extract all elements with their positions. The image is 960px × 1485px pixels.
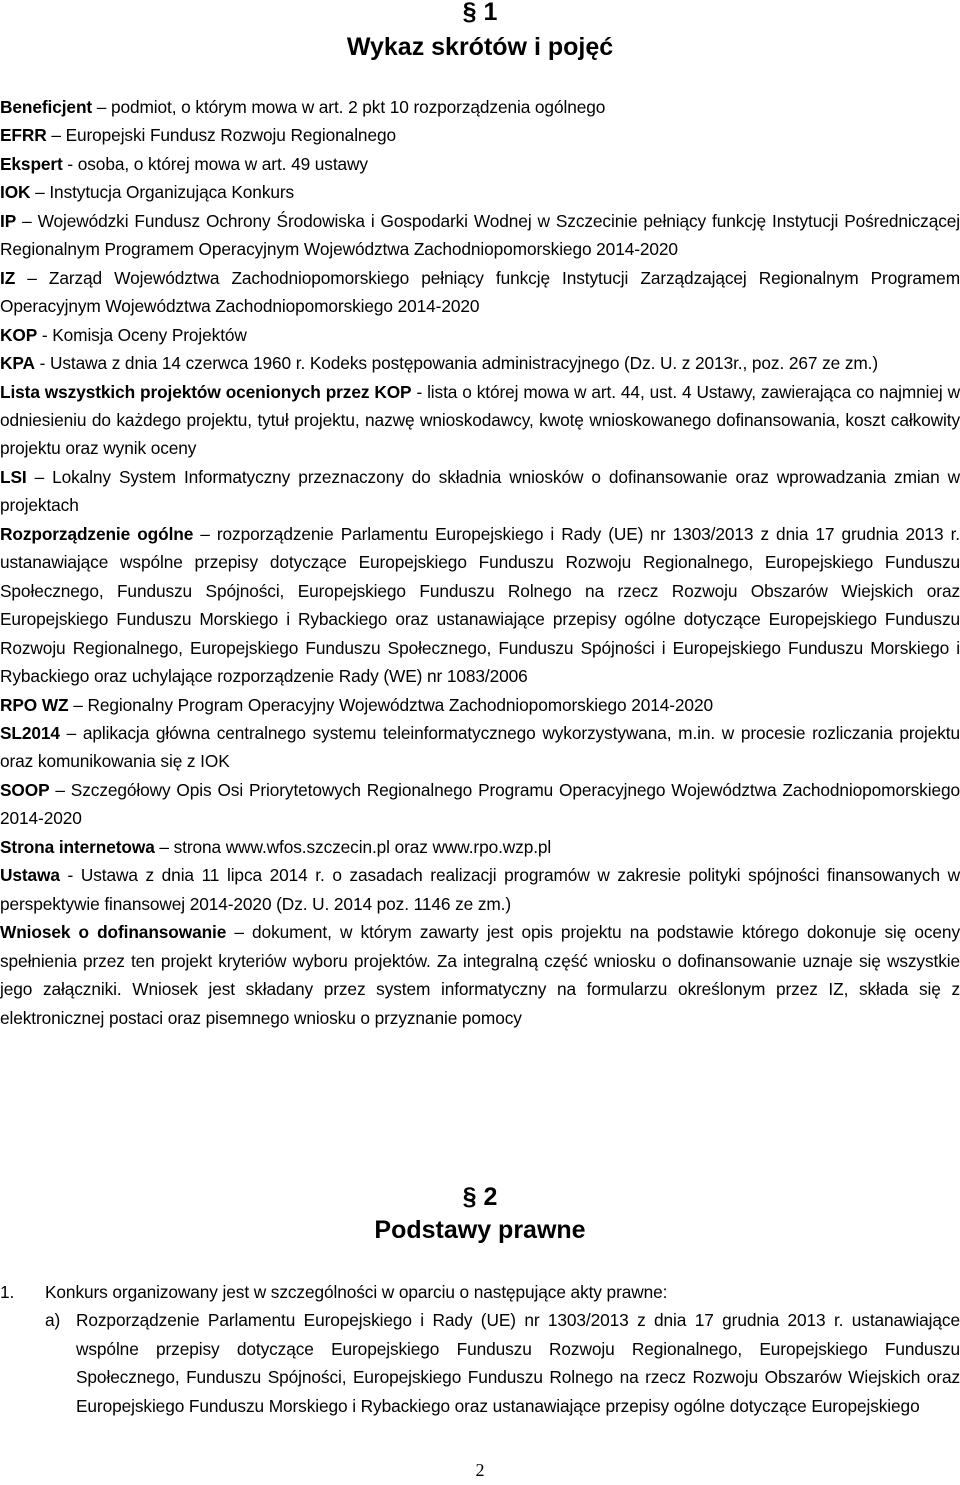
definition-text: - osoba, o której mowa w art. 49 ustawy (62, 153, 368, 174)
definition-text: – Instytucja Organizująca Konkurs (30, 182, 295, 203)
definition-text: – Lokalny System Informatyczny przeznaczony do składnia wniosków o dofinansowanie oraz wprowadzania zmian w projektach (0, 466, 960, 516)
definition-item (0, 719, 960, 776)
definition-term: KOP (0, 324, 38, 345)
definition-term: KPA (0, 353, 35, 374)
definition-item (0, 463, 960, 520)
definition-term: Strona internetowa (0, 836, 155, 857)
definition-term: Ekspert (0, 153, 63, 174)
section-1-number: § 1 (462, 0, 498, 26)
definition-text: - Ustawa z dnia 14 czerwca 1960 r. Kodeks postępowania administracyjnego (Dz. U. z 2013r., poz. 267 ze zm.) (34, 353, 879, 374)
definition-text: – Europejski Fundusz Rozwoju Regionalnego (46, 125, 396, 146)
list-item-number: 1. (0, 1282, 15, 1302)
definition-item (0, 264, 960, 321)
definition-text: – strona www.wfos.szczecin.pl oraz www.rpo.wzp.pl (154, 836, 552, 857)
legal-basis-list (0, 1278, 960, 1420)
section-2-title: Podstawy prawne (374, 1216, 586, 1244)
definition-term: IP (0, 210, 17, 231)
page-number: 2 (475, 1460, 485, 1480)
definition-term: Beneficjent (0, 97, 93, 117)
definition-text: – Szczegółowy Opis Osi Priorytetowych Regionalnego Programu Operacyjnego Województwa Zachodniopomorskiego 2014-2020 (0, 779, 960, 829)
definition-term: SL2014 (0, 722, 60, 743)
sub-list-item (45, 1306, 960, 1420)
definition-term: IOK (0, 182, 31, 203)
definition-text: – Regionalny Program Operacyjny Województwa Zachodniopomorskiego 2014-2020 (68, 694, 713, 715)
definition-item (0, 520, 960, 691)
definition-text: – aplikacja główna centralnego systemu teleinformatycznego wykorzystywana, m.in. w procesie rozliczania projektu oraz komunikowania się z IOK (0, 722, 960, 772)
definition-item (0, 349, 960, 377)
definition-text: - lista o której mowa w art. 44, ust. 4 Ustawy, zawierająca co najmniej w odniesieniu do każdego projektu, tytuł projektu, nazwę wnioskodawcy, kwotę wnioskowanego dofinansowania, koszt całkowity projektu oraz wynik oceny (0, 381, 960, 459)
definition-term: IZ (0, 267, 16, 288)
definitions-list (0, 93, 960, 1032)
definition-item (0, 918, 960, 1032)
definition-term: Ustawa (0, 865, 60, 886)
definition-text: – podmiot, o którym mowa w art. 2 pkt 10 rozporządzenia ogólnego (92, 97, 606, 117)
definition-text: – Wojewódzki Fundusz Ochrony Środowiska i Gospodarki Wodnej w Szczecinie pełniący funkcję Instytucji Pośredniczącej Regionalnym Programem Operacyjnym Województwa Zachodniopomorskiego 2014-2020 (0, 210, 960, 260)
definition-text: - Ustawa z dnia 11 lipca 2014 r. o zasadach realizacji programów w zakresie polityki spójności finansowanych w perspektywie finansowej 2014-2020 (Dz. U. 2014 poz. 1146 ze zm.) (0, 865, 960, 914)
definition-item (0, 776, 960, 833)
definition-text: - Komisja Oceny Projektów (37, 324, 247, 345)
definition-item (0, 150, 960, 178)
definition-term: Rozporządzenie ogólne (0, 523, 194, 544)
definition-item (0, 121, 960, 149)
definition-item (0, 833, 960, 861)
definition-item (0, 93, 960, 121)
definition-term: Lista wszystkich projektów ocenionych przez KOP (0, 381, 412, 402)
definition-text: – dokument, w którym zawarty jest opis projektu na podstawie którego dokonuje się oceny spełnienia przez ten projekt kryteriów wyboru projektów. Za integralną część wniosku o dofinansowanie uznaje się wszystkie jego załączniki. Wniosek jest składany przez system informatyczny na formularzu określonym przez IZ, składa się z elektronicznej postaci oraz pisemnego wniosku o przyznanie pomocy (0, 922, 960, 1028)
definition-term: RPO WZ (0, 694, 69, 715)
list-item (0, 1278, 960, 1306)
definition-term: SOOP (0, 779, 50, 800)
definition-text: – Zarząd Województwa Zachodniopomorskiego pełniący funkcję Instytucji Zarządzającej Regionalnym Programem Operacyjnym Województwa Zachodniopomorskiego 2014-2020 (0, 267, 960, 317)
sub-list-item-text: Rozporządzenie Parlamentu Europejskiego i Rady (UE) nr 1303/2013 z dnia 17 grudnia 2013 r. ustanawiające wspólne przepisy dotyczące Europejskiego Funduszu Rozwoju Regionalnego, Europejskiego Funduszu Społecznego, Funduszu Spójności, Europejskiego Funduszu Rolnego na rzecz Rozwoju Obszarów Wiejskich oraz Europejskiego Funduszu Morskiego i Rybackiego oraz ustanawiające przepisy ogólne dotyczące Europejskiego (76, 1310, 960, 1416)
definition-item (0, 691, 960, 719)
definition-item (0, 178, 960, 206)
sub-list-item-letter: a) (45, 1310, 61, 1331)
list-item-text: Konkurs organizowany jest w szczególności w oparciu o następujące akty prawne: (45, 1282, 668, 1302)
definition-term: EFRR (0, 125, 47, 146)
definition-term: Wniosek o dofinansowanie (0, 922, 227, 943)
definition-item (0, 207, 960, 264)
definition-item (0, 378, 960, 463)
section-2-number: § 2 (462, 1183, 498, 1211)
section-1-title: Wykaz skrótów i pojęć (346, 33, 614, 61)
definition-item (0, 321, 960, 349)
definition-term: LSI (0, 466, 27, 487)
definition-item (0, 861, 960, 918)
definition-text: – rozporządzenie Parlamentu Europejskiego i Rady (UE) nr 1303/2013 z dnia 17 grudnia 2013 r. ustanawiające wspólne przepisy dotyczące Europejskiego Funduszu Rozwoju Regionalnego, Europejskiego Funduszu Społecznego, Funduszu Spójności, Europejskiego Funduszu Rolnego na rzecz Rozwoju Obszarów Wiejskich oraz Europejskiego Funduszu Morskiego i Rybackiego oraz ustanawiające przepisy ogólne dotyczące Europejskiego Funduszu Rozwoju Regionalnego, Europejskiego Funduszu Społecznego, Funduszu Spójności i Europejskiego Funduszu Morskiego i Rybackiego oraz uchylające rozporządzenie Rady (WE) nr 1083/2006 (0, 523, 960, 687)
